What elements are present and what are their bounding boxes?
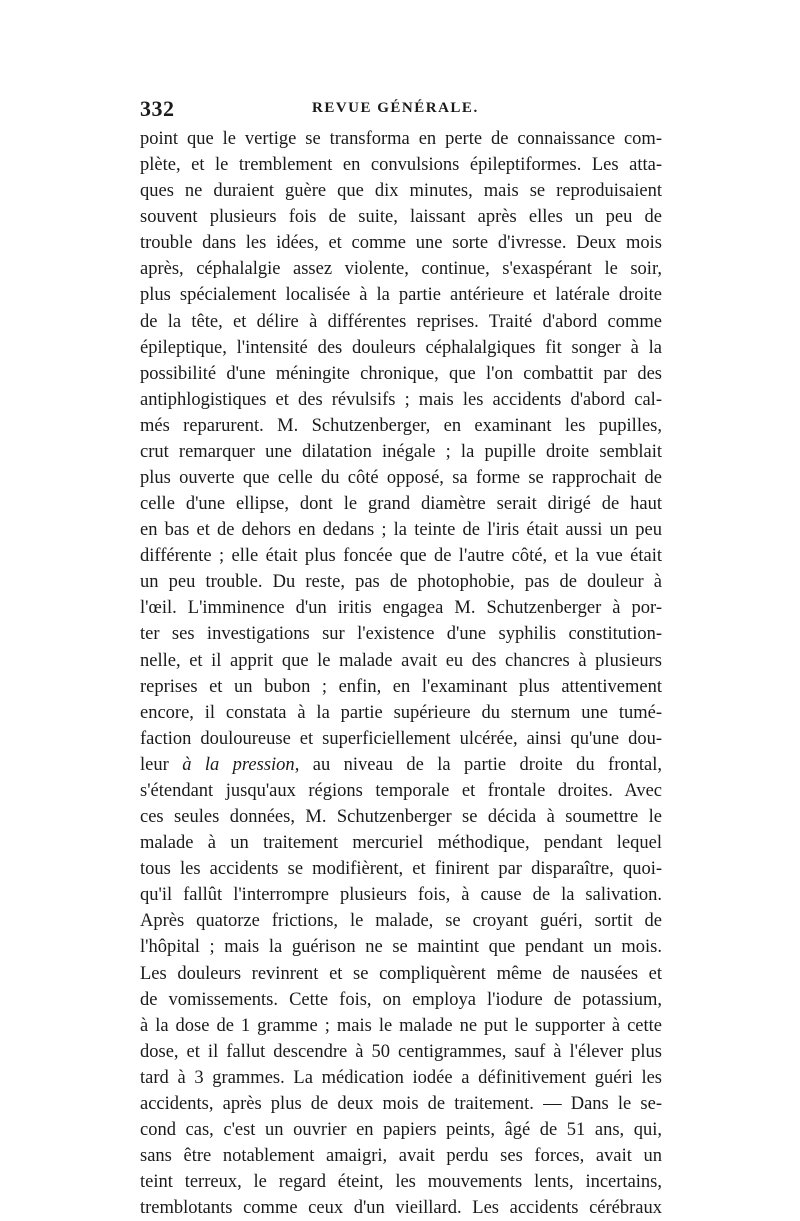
text-line: dose, et il fallut descendre à 50 centigrammes, sauf à l'élever plus (140, 1041, 662, 1062)
text-line: trouble dans les idées, et comme une sorte d'ivresse. Deux mois (140, 233, 662, 254)
text-line: de vomissements. Cette fois, on employa l'iodure de potassium, (140, 989, 662, 1010)
page-header (140, 96, 660, 122)
text-line: ter ses investigations sur l'existence d'une syphilis constitution- (140, 624, 662, 645)
text-line: de la tête, et délire à différentes reprises. Traité d'abord comme (140, 311, 662, 332)
text-line: souvent plusieurs fois de suite, laissant après elles un peu de (140, 207, 662, 228)
text-line: més reparurent. M. Schutzenberger, en examinant les pupilles, (140, 415, 662, 436)
text-line: un peu trouble. Du reste, pas de photophobie, pas de douleur à (140, 572, 662, 593)
text-line: ces seules données, M. Schutzenberger se décida à soumettre le (140, 807, 662, 828)
text-line: encore, il constata à la partie supérieure du sternum une tumé- (140, 702, 662, 723)
text-line: épileptique, l'intensité des douleurs céphalalgiques fit songer à la (140, 337, 662, 358)
text-line: l'œil. L'imminence d'un iritis engagea M. Schutzenberger à por- (140, 598, 662, 619)
text-line: plus ouverte que celle du côté opposé, sa forme se rapprochait de (140, 468, 662, 489)
text-line: à la dose de 1 gramme ; mais le malade ne put le supporter à cette (140, 1015, 662, 1036)
text-line: antiphlogistiques et des révulsifs ; mais les accidents d'abord cal- (140, 389, 662, 410)
text-line: Les douleurs revinrent et se compliquèrent même de nausées et (140, 963, 662, 984)
text-line: ques ne duraient guère que dix minutes, mais se reproduisaient (140, 181, 662, 202)
text-line: malade à un traitement mercuriel méthodique, pendant lequel (140, 833, 662, 854)
text-line: sans être notablement amaigri, avait perdu ses forces, avait un (140, 1146, 662, 1167)
text-line: reprises et un bubon ; enfin, en l'examinant plus attentivement (140, 676, 662, 697)
text-line: tard à 3 grammes. La médication iodée a définitivement guéri les (140, 1067, 662, 1088)
text-line: en bas et de dehors en dedans ; la teinte de l'iris était aussi un peu (140, 520, 662, 541)
text-line: nelle, et il apprit que le malade avait eu des chancres à plusieurs (140, 650, 662, 671)
text-line: possibilité d'une méningite chronique, que l'on combattit par des (140, 363, 662, 384)
italic-phrase: à la pression (182, 754, 295, 775)
body-text (140, 126, 662, 1221)
text-line: différente ; elle était plus foncée que de l'autre côté, et la vue était (140, 546, 662, 567)
running-head: REVUE GÉNÉRALE. (312, 100, 479, 116)
text-line: faction douloureuse et superficiellement ulcérée, ainsi qu'une dou- (140, 728, 662, 749)
text-line: tremblotants comme ceux d'un vieillard. Les accidents cérébraux (140, 1198, 662, 1219)
text-line: après, céphalalgie assez violente, continue, s'exaspérant le soir, (140, 259, 662, 280)
text-line: s'étendant jusqu'aux régions temporale et frontale droites. Avec (140, 780, 662, 801)
text-line: accidents, après plus de deux mois de traitement. — Dans le se- (140, 1093, 662, 1114)
page-number: 332 (140, 96, 175, 121)
text-line: qu'il fallût l'interrompre plusieurs fois, à cause de la salivation. (140, 885, 662, 906)
text-line: plète, et le tremblement en convulsions épileptiformes. Les atta- (140, 155, 662, 176)
text-line: cond cas, c'est un ouvrier en papiers peints, âgé de 51 ans, qui, (140, 1119, 662, 1140)
text-line: l'hôpital ; mais la guérison ne se maintint que pendant un mois. (140, 937, 662, 958)
text-line: crut remarquer une dilatation inégale ; la pupille droite semblait (140, 441, 662, 462)
text-line: leur à la pression, au niveau de la partie droite du frontal, (140, 754, 662, 775)
text-line: plus spécialement localisée à la partie antérieure et latérale droite (140, 285, 662, 306)
text-line: point que le vertige se transforma en perte de connaissance com- (140, 129, 662, 149)
text-line: Après quatorze frictions, le malade, se croyant guéri, sortit de (140, 911, 662, 932)
text-line: celle d'une ellipse, dont le grand diamètre serait dirigé de haut (140, 494, 662, 515)
text-line: teint terreux, le regard éteint, les mouvements lents, incertains, (140, 1172, 662, 1193)
text-line: tous les accidents se modifièrent, et finirent par disparaître, quoi- (140, 859, 662, 880)
